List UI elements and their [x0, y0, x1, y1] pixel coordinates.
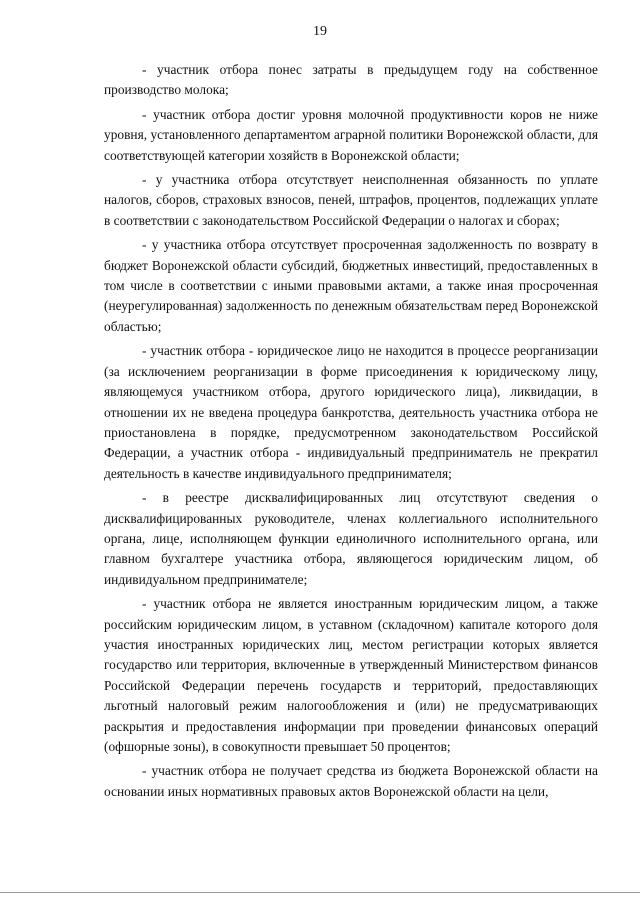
paragraph-milk-productivity: - участник отбора достиг уровня молочной продуктивности коров не ниже уровня, установленного департаментом аграрной политики Воронежской области, для соответствующей категории хозяйств в Воронежской области; [104, 106, 598, 163]
paragraph-other-budget-funds: - участник отбора не получает средства из бюджета Воронежской области на основании иных нормативных правовых актов Воронежской области на цели, [104, 763, 598, 799]
page-number: 19 [313, 24, 327, 39]
paragraph-overdue-debt: - у участника отбора отсутствует просроченная задолженность по возврату в бюджет Воронежской области субсидий, бюджетных инвестиций, предоставленных в том числе в соответствии с иными правовыми актами, а также иная просроченная (неурегулированная) задолженность по денежным обязательствам перед Воронежской областью; [104, 237, 598, 334]
paragraph-production-costs: - участник отбора понес затраты в предыдущем году на собственное производство молока; [104, 62, 598, 98]
paragraph-foreign-entity: - участник отбора не является иностранным юридическим лицом, а также российским юридическим лицом, в уставном (складочном) капитале которого доля участия иностранных юридических лиц, местом регистрации которых является государство или территория, включенные в утвержденный Министерством финансов Российской Федерации перечень государств и территорий, предоставляющих льготный налоговый режим налогообложения и (или) не предусматривающих раскрытия и предоставления информации при проведении финансовых операций (офшорные зоны), в совокупности превышает 50 процентов; [104, 596, 598, 754]
document-body [104, 60, 598, 806]
page-bottom-divider [0, 892, 640, 893]
paragraph-reorganization: - участник отбора - юридическое лицо не находится в процессе реорганизации (за исключением реорганизации в форме присоединения к юридическому лицу, являющемуся участником отбора, другого юридического лица), ликвидации, в отношении их не введена процедура банкротства, деятельность участника отбора не приостановлена в порядке, предусмотренном законодательством Российской Федерации, а участник отбора - индивидуальный предприниматель не прекратил деятельность в качестве индивидуального предпринимателя; [104, 343, 598, 481]
paragraph-tax-obligations: - у участника отбора отсутствует неисполненная обязанность по уплате налогов, сборов, страховых взносов, пеней, штрафов, процентов, подлежащих уплате в соответствии с законодательством Российской Федерации о налогах и сборах; [104, 172, 598, 228]
paragraph-disqualified-persons: - в реестре дисквалифицированных лиц отсутствуют сведения о дисквалифицированных руководителе, членах коллегиального исполнительного органа, лице, исполняющем функции единоличного исполнительного органа, или главном бухгалтере участника отбора, являющегося юридическим лицом, об индивидуальном предпринимателе; [104, 490, 598, 587]
